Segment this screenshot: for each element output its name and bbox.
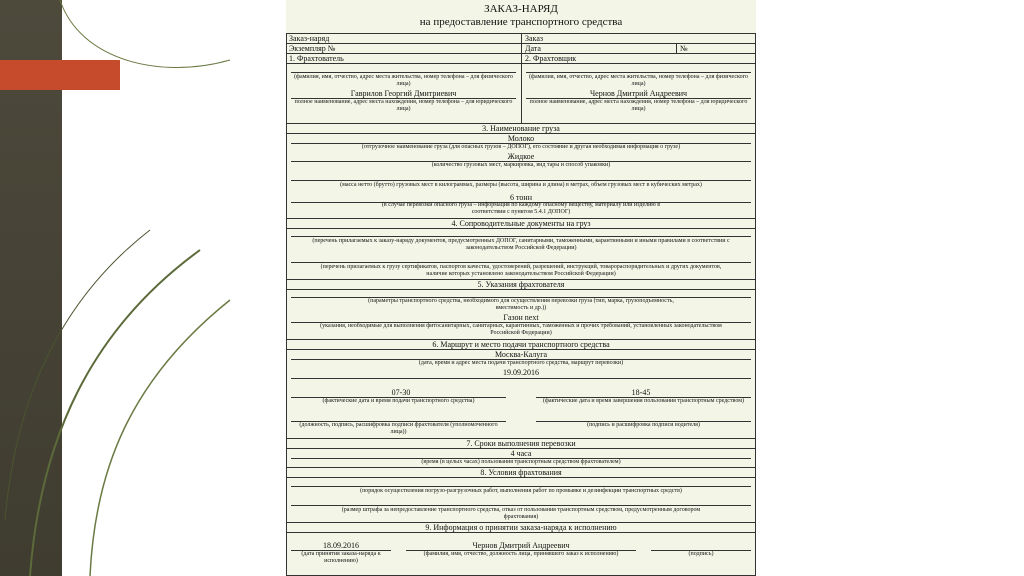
- duration-hint: (время (в целых часах) пользования транспортным средством фрахтователем): [421, 459, 621, 465]
- order-label: Заказ-наряд: [289, 34, 330, 43]
- divider: [291, 486, 751, 487]
- section-3-title: 3. Наименование груза: [482, 124, 560, 133]
- section-2-title: 2. Фрахтовщик: [525, 54, 577, 63]
- section-5-title: 5. Указания фрахтователя: [477, 280, 565, 289]
- cargo-hint-2: (количество грузовых мест, маркировка, вид тары и способ упаковки): [431, 162, 611, 168]
- divider: [291, 180, 751, 181]
- divider: [286, 532, 756, 533]
- section-6-title: 6. Маршрут и место подачи транспортного средства: [432, 340, 610, 349]
- instructions-hint-2: (указания, необходимые для выполнения фитосанитарных, санитарных, карантинных, таможенных и прочих требований, установленных законодательством Российской Федерации): [320, 323, 722, 336]
- date-label: Дата: [525, 44, 541, 53]
- route-date: 19.09.2016: [503, 368, 539, 377]
- divider: [291, 378, 751, 379]
- order-right-label: Заказ: [525, 34, 544, 43]
- divider: [291, 72, 516, 73]
- divider: [286, 228, 756, 229]
- charterer-sign-hint: (должность, подпись, расшифровка подписи фрахтователя (уполномоченного лица)): [299, 422, 498, 435]
- route: Москва-Калуга: [494, 350, 548, 359]
- start-time: 07-30: [391, 388, 411, 397]
- number-label: №: [680, 44, 688, 53]
- divider: [286, 477, 756, 478]
- divider: [676, 43, 677, 53]
- decorative-curves: [0, 0, 240, 576]
- signature-hint: (подпись): [688, 551, 714, 557]
- docs-hint-1: (перечень прилагаемых к заказу-наряду документов, предусмотренных ДОПОГ, санитарными, таможенными, карантинными и иными правилами в соответствии с законодательством Российской Федерации): [312, 238, 730, 251]
- section-1-title: 1. Фрахтователь: [289, 54, 344, 63]
- route-hint: (дата, время и адрес места подачи транспортного средства, маршрут перевозки): [418, 360, 624, 366]
- end-time: 18-45: [631, 388, 651, 397]
- acceptance-date-hint: (дата принятия заказа-наряда к исполнению): [301, 551, 381, 564]
- acceptor-name: Чернов Дмитрий Андреевич: [472, 541, 570, 550]
- cargo-hint-4: (в случае перевозки опасного груза – информация по каждому опасному веществу, материалу или изделию в соответствии с пунктом 5.4.1 ДОПОГ): [381, 202, 661, 215]
- charterer-name: Гаврилов Георгий Дмитриевич: [350, 89, 457, 98]
- acceptance-date: 18.09.2016: [323, 541, 359, 550]
- section-7-title: 7. Сроки выполнения перевозки: [466, 439, 576, 448]
- cargo-name: Молоко: [507, 134, 535, 143]
- divider: [286, 289, 756, 290]
- doc-subtitle: на предоставление транспортного средства: [419, 16, 623, 28]
- charterer-hint-2: полное наименование, адрес места нахождения, номер телефона – для юридического лица): [294, 99, 513, 112]
- duration: 4 часа: [510, 449, 532, 458]
- divider: [521, 33, 522, 123]
- carrier-hint-1: (фамилия, имя, отчество, адрес места жительства, номер телефона – для физического лица): [529, 74, 748, 87]
- cargo-mass: 6 тонн: [510, 193, 532, 202]
- cargo-hint-3: (масса нетто (брутто) грузовых мест в килограммах, размеры (высота, ширина и длина) в метрах, объем грузовых мест в кубических метрах): [340, 182, 702, 188]
- conditions-hint-1: (порядок осуществления погрузо-разгрузочных работ, выполнения работ по промывке и дезинфекции транспортных средств): [360, 488, 682, 494]
- charterer-hint-1: (фамилия, имя, отчество, адрес места жительства, номер телефона – для физического лица): [294, 74, 513, 87]
- cargo-hint-1: (отгрузочное наименование груза (для опасных грузов – ДОПОГ), его состояние и другая необходимая информация о грузе): [361, 144, 681, 150]
- divider: [291, 262, 751, 263]
- carrier-name: Чернов Дмитрий Андреевич: [589, 89, 688, 98]
- divider: [291, 505, 751, 506]
- end-time-hint: (фактические дата и время завершения пользования транспортным средством): [542, 398, 745, 404]
- vehicle-model: Газон next: [503, 313, 539, 322]
- conditions-hint-2: (размер штрафа за непредоставление транспортного средства, отказ от пользования транспортным средством, предусмотренным договором фрахтования): [341, 507, 701, 520]
- divider: [291, 236, 751, 237]
- copy-label: Экземпляр №: [289, 44, 336, 53]
- carrier-hint-2: полное наименование, адрес места нахождения, номер телефона – для юридического лица): [529, 99, 748, 112]
- doc-title: ЗАКАЗ-НАРЯД: [484, 3, 558, 15]
- acceptor-name-hint: (фамилия, имя, отчество, должность лица, принявшего заказ к исполнению): [423, 551, 619, 557]
- docs-hint-2: (перечень прилагаемых к грузу сертификатов, паспортов качества, удостоверений, разрешений, инструкций, товарораспорядительных и других документов, наличие которых установлено законодательством Российской Федерации): [320, 264, 722, 277]
- cargo-state: Жидкое: [507, 152, 535, 161]
- section-4-title: 4. Сопроводительные документы на груз: [451, 219, 591, 228]
- section-9-title: 9. Информация о принятии заказа-наряда к исполнению: [425, 523, 617, 532]
- start-time-hint: (фактические дата и время подачи транспортного средства): [322, 398, 475, 404]
- driver-sign-hint: (подпись и расшифровка подписи водителя): [587, 422, 700, 428]
- divider: [526, 72, 751, 73]
- instructions-hint-1: (параметры транспортного средства, необходимого для осуществления перевозки груза (тип, марка, грузоподъемность, вместимость и др.)): [368, 298, 674, 311]
- order-document: [286, 0, 756, 576]
- section-8-title: 8. Условия фрахтования: [480, 468, 562, 477]
